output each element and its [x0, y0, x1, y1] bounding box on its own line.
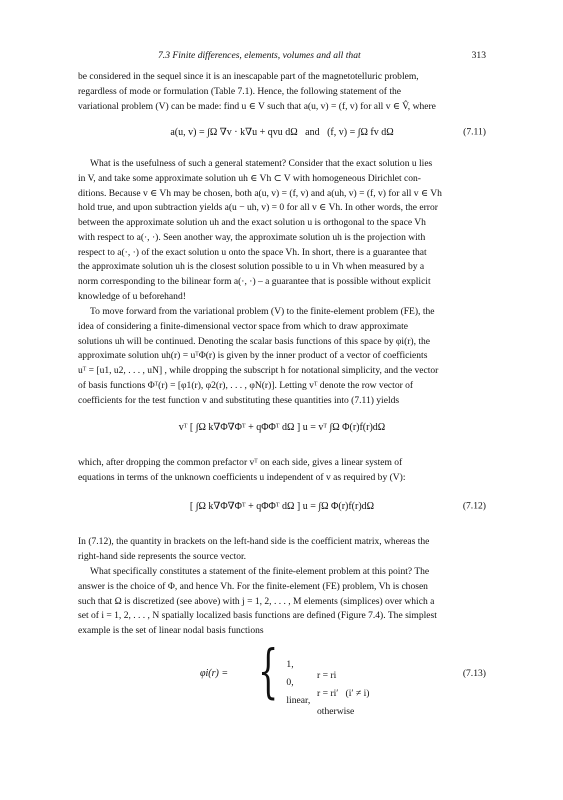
- case-condition: r = ri: [317, 670, 337, 681]
- paragraph-coefficient-matrix: [78, 535, 486, 565]
- text-line: example is the set of linear nodal basis functions: [78, 625, 264, 636]
- text-line: respect to a(·, ·) of the exact solution u onto the space Vh. In short, there is a guarantee that: [78, 246, 427, 258]
- paragraph-linear-system: [78, 456, 486, 486]
- case-value: 0,: [286, 677, 294, 688]
- text-line: be considered in the sequel since it is an inescapable part of the magnetotelluric problem,: [78, 71, 419, 82]
- equation-body: [ ∫Ω k∇Φ∇Φᵀ + qΦΦᵀ dΩ ] u = ∫Ω Φ(r)f(r)dΩ: [189, 500, 375, 512]
- text-line: ditions. Because v ∈ Vh may be chosen, both a(u, v) = (f, v) and a(uh, v) = (f, v) for all v ∈ Vh: [78, 187, 442, 199]
- equation-substituted: [78, 414, 486, 440]
- text-line: with respect to a(·, ·). Seen another way, the approximate solution uh is the projection with: [78, 231, 426, 243]
- text-line: norm corresponding to the bilinear form a(·, ·) – a guarantee that is possible without explicit: [78, 276, 431, 287]
- running-header: [78, 50, 486, 64]
- running-title: 7.3 Finite differences, elements, volumes and all that: [158, 50, 361, 61]
- text-line: set of i = 1, 2, . . . , N spatially localized basis functions are defined (Figure 7.4). The simplest: [78, 610, 437, 622]
- text-line: variational problem (V) can be made: find u ∈ V such that a(u, v) = (f, v) for all v ∈ V̂, where: [78, 100, 436, 112]
- text-line: between the approximate solution uh and the exact solution u is orthogonal to the space Vh: [78, 217, 426, 228]
- text-line: To move forward from the variational problem (V) to the finite-element problem (FE), the: [90, 306, 435, 317]
- text-line: uᵀ = [u1, u2, . . . , uN] , while dropping the subscript h for notational simplicity, and the vector: [78, 365, 439, 376]
- text-line: of basis functions Φᵀ(r) = [φ1(r), φ2(r), . . . , φN(r)]. Letting vᵀ denote the row vector of: [78, 379, 414, 391]
- paragraph-usefulness: [78, 157, 486, 305]
- page-number: 313: [471, 50, 486, 61]
- text-line: idea of considering a finite-dimensional vector space from which to draw approximate: [78, 320, 409, 332]
- text-line: answer is the choice of Φ, and hence Vh. For the finite-element (FE) problem, Vh is chosen: [78, 580, 428, 592]
- left-brace-icon: {: [258, 637, 279, 705]
- equation-7-12: [78, 493, 486, 519]
- text-line: approximate solution uh(r) = uᵀΦ(r) is given by the inner product of a vector of coefficients: [78, 350, 428, 362]
- text-line: What is the usefulness of such a general statement? Consider that the exact solution u lies: [90, 158, 433, 169]
- text-line: equations in terms of the unknown coefficients u independent of v as required by (V):: [78, 471, 406, 483]
- paragraph-intro: [78, 70, 486, 114]
- equation-number: (7.13): [462, 668, 486, 679]
- text-line: the approximate solution uh is the closest solution possible to u in Vh when measured by a: [78, 261, 425, 273]
- text-line: hold true, and upon subtraction yields a(u − uh, v) = 0 for all v ∈ Vh. In other words, the error: [78, 202, 438, 214]
- text-line: in V, and take some approximate solution uh ∈ Vh ⊂ V with homogeneous Dirichlet con-: [78, 172, 421, 184]
- text-line: In (7.12), the quantity in brackets on the left-hand side is the coefficient matrix, whereas the: [78, 536, 430, 547]
- paragraph-fe-statement: [78, 565, 486, 639]
- equation-7-11: [78, 119, 486, 145]
- case-value: 1,: [286, 659, 294, 670]
- text-line: regardless of mode or formulation (Table 7.1). Hence, the following statement of the: [78, 85, 402, 97]
- text-line: which, after dropping the common prefactor vᵀ on each side, gives a linear system of: [78, 457, 403, 468]
- text-line: solutions uh will be continued. Denoting the scalar basis functions of this space by φi(r), the: [78, 335, 431, 347]
- text-line: such that Ω is discretized (see above) with j = 1, 2, . . . , M elements (simplices) over which a: [78, 595, 435, 607]
- case-value: linear,: [286, 695, 311, 706]
- text-line: What specifically constitutes a statement of the finite-element problem at this point? The: [90, 566, 430, 577]
- text-line: right-hand side represents the source vector.: [78, 550, 247, 562]
- paragraph-finite-element: [78, 305, 486, 408]
- equation-7-13-lhs: φi(r) =: [200, 668, 229, 679]
- equation-number: (7.12): [462, 500, 486, 512]
- case-condition: otherwise: [317, 706, 355, 717]
- text-line: knowledge of u beforehand!: [78, 290, 186, 302]
- equation-number: (7.11): [463, 126, 486, 138]
- case-condition: r = ri′ (i′ ≠ i): [317, 688, 370, 699]
- equation-body: vᵀ [ ∫Ω k∇Φ∇Φᵀ + qΦΦᵀ dΩ ] u = vᵀ ∫Ω Φ(r)f(r)dΩ: [178, 421, 386, 433]
- equation-7-13-cases: [258, 637, 408, 717]
- text-line: coefficients for the test function v and substituting these quantities into (7.11) yields: [78, 394, 400, 406]
- equation-body: a(u, v) = ∫Ω ∇v · k∇u + qvu dΩ and (f, v) = ∫Ω fv dΩ: [170, 126, 394, 138]
